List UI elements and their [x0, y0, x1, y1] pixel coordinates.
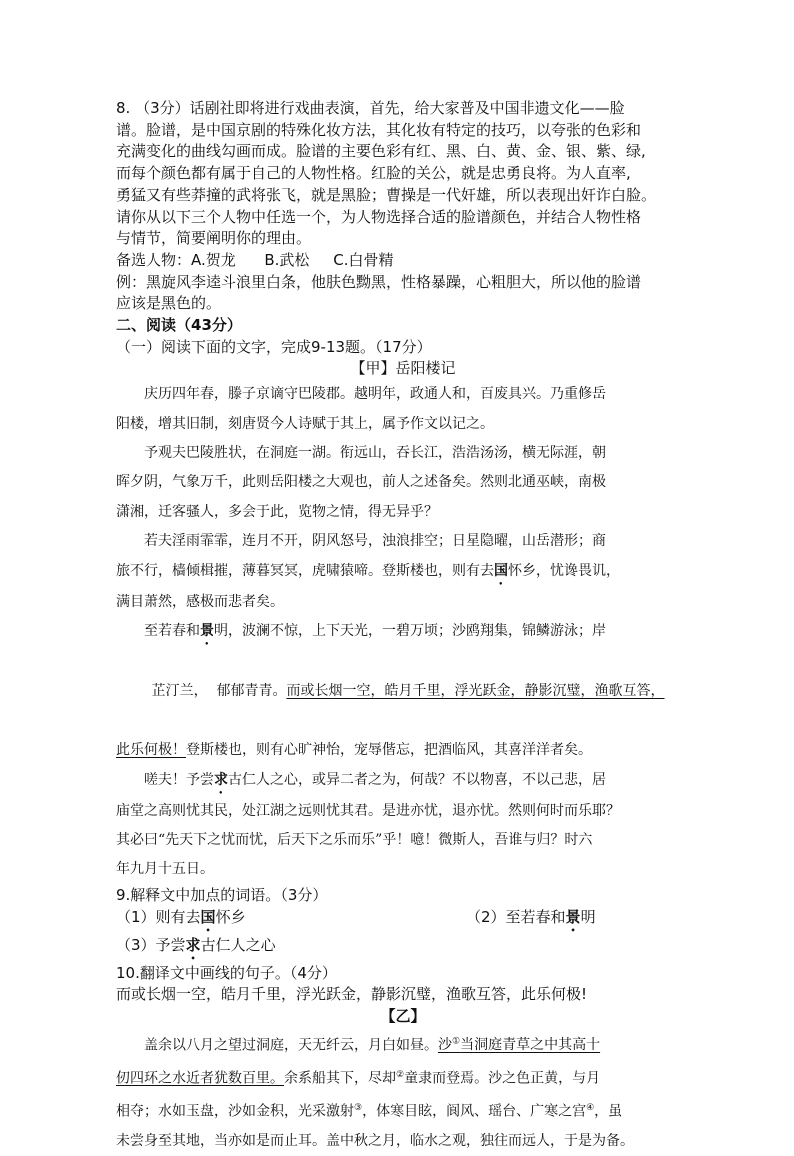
text-run: 芷汀兰， 郁郁青青。	[151, 683, 287, 700]
text-run: 沙	[438, 1037, 452, 1054]
q8-line: 与情节，简要阐明你的理由。	[116, 229, 312, 248]
q8-example-line: 例：黑旋风李逵斗浪里白条，他肤色黝黑，性格暴躁，心粗胆大，所以他的脸谱	[116, 272, 642, 291]
text-run: ，虽	[594, 1103, 623, 1120]
q8-line: 而每个颜色都有属于自己的人物性格。红脸的关公，就是忠勇良将。为人直率,	[116, 164, 631, 183]
text-run: 童隶而登焉。沙之色正黄，与月	[404, 1070, 601, 1087]
passage-jia	[116, 380, 690, 885]
text-run: 至若春和	[144, 622, 200, 639]
dotted-word: 求	[214, 771, 228, 788]
passage-jia-title: 【甲】岳阳楼记	[350, 359, 456, 378]
dotted-word: 国	[200, 907, 216, 926]
footnote-marker: ④	[586, 1102, 595, 1113]
section-heading: 二、阅读（43分）	[116, 316, 242, 335]
text-run: 古仁人之心，或异二者之为，何哉？不以物喜，不以己悲，居	[228, 771, 606, 788]
q9-item-1	[116, 907, 466, 935]
dotted-word: 求	[185, 935, 201, 954]
passage-line	[116, 766, 690, 797]
passage-line	[116, 1061, 690, 1094]
underlined-sentence: 仞四环之水近者犹数百里。	[116, 1070, 284, 1087]
text-run: 相夺；水如玉盘，沙如金积，光采激射	[116, 1103, 354, 1120]
passage-yi	[116, 1028, 690, 1156]
passage-line: 其必曰“先天下之忧而忧，后天下之乐而乐”乎！噫！微斯人，吾谁与归？时六	[116, 832, 593, 849]
q9-stem: 9.解释文中加点的词语。（3分）	[116, 885, 328, 904]
page-content	[116, 98, 690, 1156]
text-run: 明，波澜不惊，上下天光，一碧万顷；沙鸥翔集，锦鳞游泳；岸	[214, 622, 606, 639]
q8-options: 备选人物：A.贺龙 B.武松 C.白骨精	[116, 250, 394, 269]
q9-items-row	[116, 907, 690, 935]
text-run: 古仁人之心	[200, 935, 276, 954]
q8-line: 充满变化的曲线勾画而成。脸谱的主要色彩有红、黑、白、黄、金、银、紫、绿,	[116, 142, 646, 161]
q8-line: 谱。脸谱，是中国京剧的特殊化妆方法，其化妆有特定的技巧，以夸张的色彩和	[116, 120, 642, 139]
passage-line	[116, 648, 690, 736]
footnote-marker: ③	[354, 1102, 363, 1113]
underlined-sentence: 而或长烟一空，皓月千里，浮光跃金，静影沉璧，渔歌互答，	[286, 683, 665, 700]
passage-line	[116, 1094, 690, 1127]
dotted-word: 景	[565, 907, 581, 926]
q9-item-3	[116, 935, 690, 963]
q10-sentence: 而或长烟一空，皓月千里，浮光跃金，静影沉璧，渔歌互答，此乐何极!	[116, 985, 588, 1004]
dotted-word: 景	[200, 622, 214, 639]
text-run: （1）则有去	[116, 907, 201, 926]
passage-line	[116, 557, 690, 588]
text-run: 盖余以八月之望过洞庭，天无纤云，月白如昼。	[144, 1037, 438, 1054]
passage-line: 若夫淫雨霏霏，连月不开，阴风怒号，浊浪排空；日星隐曜，山岳潜形；商	[144, 533, 606, 550]
section-subheading: （一）阅读下面的文字，完成9-13题。（17分）	[116, 337, 432, 356]
passage-line: 庆历四年春，滕子京谪守巴陵郡。越明年，政通人和，百废具兴。乃重修岳	[144, 386, 606, 403]
text-run: 余系船其下，尽却	[284, 1070, 396, 1087]
text-run: 嗟夫！予尝	[144, 771, 214, 788]
text-run: 怀乡，忧谗畏讥，	[508, 562, 620, 579]
q8-line: 勇猛又有些莽撞的武将张飞，就是黑脸；曹操是一代奸雄，所以表现出奸诈白脸。	[116, 185, 657, 204]
underlined-sentence: 此乐何极！	[116, 742, 186, 759]
text-run: ，体寒目眩，阆风、瑶台、广寒之宫	[362, 1103, 587, 1120]
passage-line	[116, 736, 690, 765]
passage-line: 庙堂之高则忧其民，处江湖之远则忧其君。是进亦忧，退亦忧。然则何时而乐耶？	[116, 802, 620, 819]
text-run: 当洞庭青草之中其高十	[460, 1037, 601, 1054]
question-10	[116, 963, 690, 1006]
q9-item-2	[466, 907, 596, 935]
q8-line: 8. （3分）话剧社即将进行戏曲表演，首先，给大家普及中国非遗文化——脸	[116, 99, 625, 117]
footnote-marker: ①	[452, 1036, 461, 1047]
text-run: 登斯楼也，则有心旷神怡，宠辱偕忘，把酒临风，其喜洋洋者矣。	[186, 742, 592, 759]
passage-line: 满目萧然，感极而悲者矣。	[116, 593, 284, 610]
passage-line: 潇湘，迁客骚人，多会于此，览物之情，得无异乎？	[116, 503, 438, 520]
text-run: 怀乡	[215, 907, 246, 926]
q10-stem: 10.翻译文中画线的句子。（4分）	[116, 963, 337, 982]
underlined-sentence	[438, 1037, 600, 1053]
text-run: 旅不行，樯倾楫摧，薄暮冥冥，虎啸猿啼。登斯楼也，则有去	[116, 562, 494, 579]
q8-example-line: 应该是黑色的。	[116, 294, 222, 313]
passage-yi-title: 【乙】	[380, 1006, 426, 1025]
passage-line	[116, 617, 690, 648]
passage-line: 年九月十五日。	[116, 861, 214, 878]
text-run: （2）至若春和	[466, 907, 566, 926]
passage-line	[116, 1028, 690, 1061]
footnote-marker: ②	[396, 1069, 405, 1080]
passage-line: 阳楼，增其旧制，刻唐贤今人诗赋于其上，属予作文以记之。	[116, 415, 494, 432]
passage-line: 未尝身至其地，当亦如是而止耳。盖中秋之月，临水之观，独往而远人，于是为备。	[116, 1132, 634, 1149]
question-8	[116, 98, 690, 315]
text-run: （3）予尝	[116, 935, 186, 954]
passage-line: 予观夫巴陵胜状，在洞庭一湖。衔远山，吞长江，浩浩汤汤，横无际涯，朝	[144, 444, 606, 461]
question-9	[116, 885, 690, 963]
q8-line: 请你从以下三个人物中任选一个，为人物选择合适的脸谱颜色，并结合人物性格	[116, 207, 642, 226]
text-run: 明	[580, 907, 596, 926]
passage-line: 晖夕阴，气象万千，此则岳阳楼之大观也，前人之述备矣。然则北通巫峡，南极	[116, 474, 606, 491]
dotted-word: 国	[494, 562, 508, 579]
